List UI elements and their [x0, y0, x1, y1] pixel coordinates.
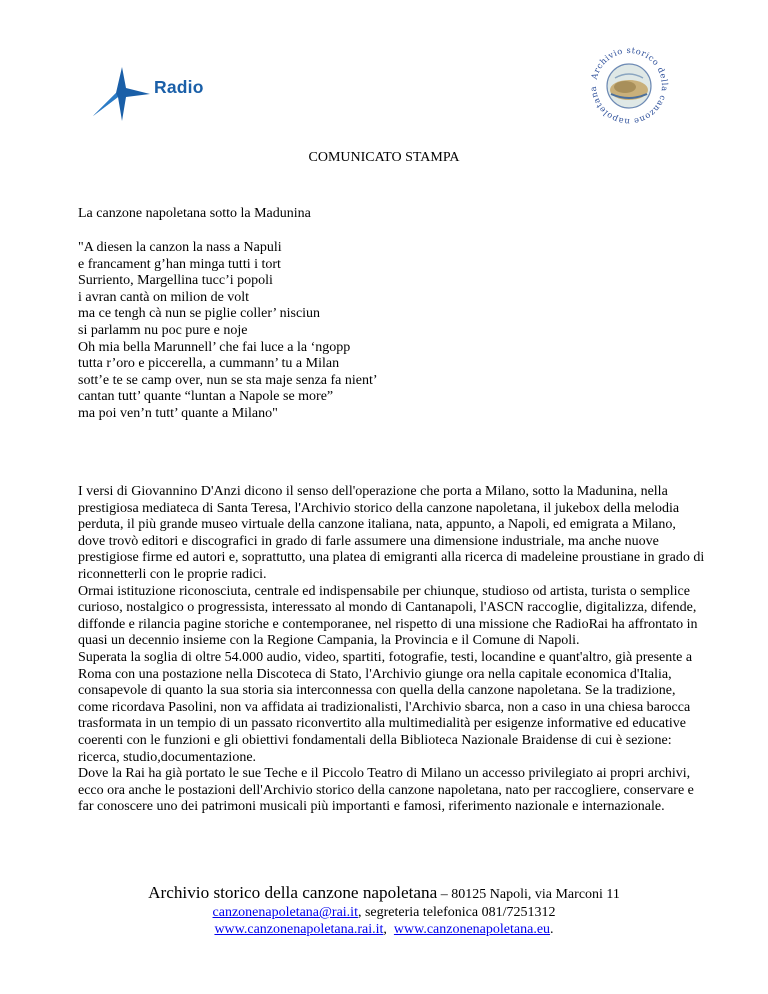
body-paragraph: I versi di Giovannino D'Anzi dicono il senso dell'operazione che porta a Milano, sotto la Madunina, nella prestigiosa mediateca di Santa Teresa, l'Archivio storico della canzone napoletana, il jukebox della melodia perduta, il più grande museo virtuale della canzone italiana, nata, appunto, a Napoli, ed emigrata a Milano, dove trovò editori e discografici in grado di farle assumere una dimensione industriale, ma anche nuove prestigiose firme ed autori e, soprattutto, una platea di emigranti alla ricerca di madeleine proustiane in grado di riconnetterli con le proprie radici. [78, 484, 705, 582]
poem-line: ma poi ven’n tutt’ quante a Milano" [78, 405, 278, 421]
poem-line: "A diesen la canzon la nass a Napuli [78, 240, 282, 255]
archive-seal-logo [587, 44, 671, 128]
body-paragraph: Superata la soglia di oltre 54.000 audio, video, spartiti, fotografie, testi, locandine e quant'altro, già presente a Roma con una postazione nella Discoteca di Stato, l'Archivio giunge ora nella capitale economica d'Italia, consapevole di quanto la sua storia sia interconnessa con quella della canzone napoletana. Se la tradizione, come ricordava Pasolini, non va affidata ai tradizionalisti, l'Archivio sbarca, non a caso in una chiesa barocca trasformata in un tempio di un passato riconvertito alla multimedialità per esigenze informative ed educative coerenti con le funzioni e gli obiettivi fondamentali della Biblioteca Nazionale Braidense di cui è sezione: ricerca, studio,documentazione. [78, 649, 693, 765]
seal-icon [587, 44, 671, 128]
poem-verses [78, 240, 698, 423]
footer-contact-line [0, 904, 768, 921]
footer-end: . [550, 922, 554, 937]
footer-separator: , [383, 922, 394, 937]
poem-line: cantan tutt’ quante “luntan a Napole se more” [78, 389, 334, 405]
poem-line: Oh mia bella Marunnell’ che fai luce a la ‘ngopp [78, 339, 351, 355]
footer-address: – 80125 Napoli, via Marconi 11 [437, 887, 620, 902]
poem-line: tutta r’oro e piccerella, a cummann’ tu a Milan [78, 356, 340, 372]
footer-org-name: Archivio storico della canzone napoletana [148, 883, 438, 902]
poem-line: Surriento, Margellina tucc’i popoli [78, 273, 273, 289]
document-subtitle: La canzone napoletana sotto la Madunina [78, 206, 311, 221]
rai-radio-logo [92, 66, 217, 122]
svg-text:Archivio storico della canzone: Archivio storico della canzone napoletana [587, 44, 671, 128]
poem-line: sott’e te se camp over, nun se sta maje senza fa nient’ [78, 372, 378, 388]
poem-line: ma ce tengh cà nun se piglie coller’ nisciun [78, 306, 321, 322]
press-release-title: COMUNICATO STAMPA [308, 150, 460, 165]
footer-site-eu-link[interactable]: www.canzonenapoletana.eu [393, 922, 551, 937]
rai-star-icon [92, 66, 152, 122]
footer [0, 883, 768, 938]
footer-phone: , segreteria telefonica 081/7251312 [357, 905, 556, 920]
poem-line: si parlamm nu poc pure e noje [78, 322, 248, 338]
body-text [78, 484, 706, 816]
footer-sites-line [0, 921, 768, 938]
footer-email-link[interactable]: canzonenapoletana@rai.it [212, 905, 358, 920]
logo-wordmark: Radio [154, 77, 204, 97]
poem-line: i avran cantà on milion de volt [78, 289, 250, 305]
footer-site-rai-link[interactable]: www.canzonenapoletana.rai.it [214, 922, 384, 937]
body-paragraph: Dove la Rai ha già portato le sue Teche e il Piccolo Teatro di Milano un accesso privilegiato ai propri archivi, ecco ora anche le postazioni dell'Archivio storico della canzone napoletana, nato per raccogliere, conservare e far conoscere uno dei patrimoni musicali più importanti e famosi, riferimento nazionale e internazionale. [78, 766, 694, 815]
poem-line: e francament g’han minga tutti i tort [78, 256, 281, 272]
footer-org-line [0, 883, 768, 904]
body-paragraph: Ormai istituzione riconosciuta, centrale ed indispensabile per chiunque, studioso od artista, turista o semplice curioso, nostalgico o progressista, interessato al mondo di Cantanapoli, l'ASCN raccoglie, digitalizza, difende, diffonde e rilancia pagine storiche e contemporanee, nel rispetto di una missione che RadioRai ha affrontato in quasi un decennio insieme con la Regione Campania, la Provincia e il Comune di Napoli. [78, 583, 698, 649]
